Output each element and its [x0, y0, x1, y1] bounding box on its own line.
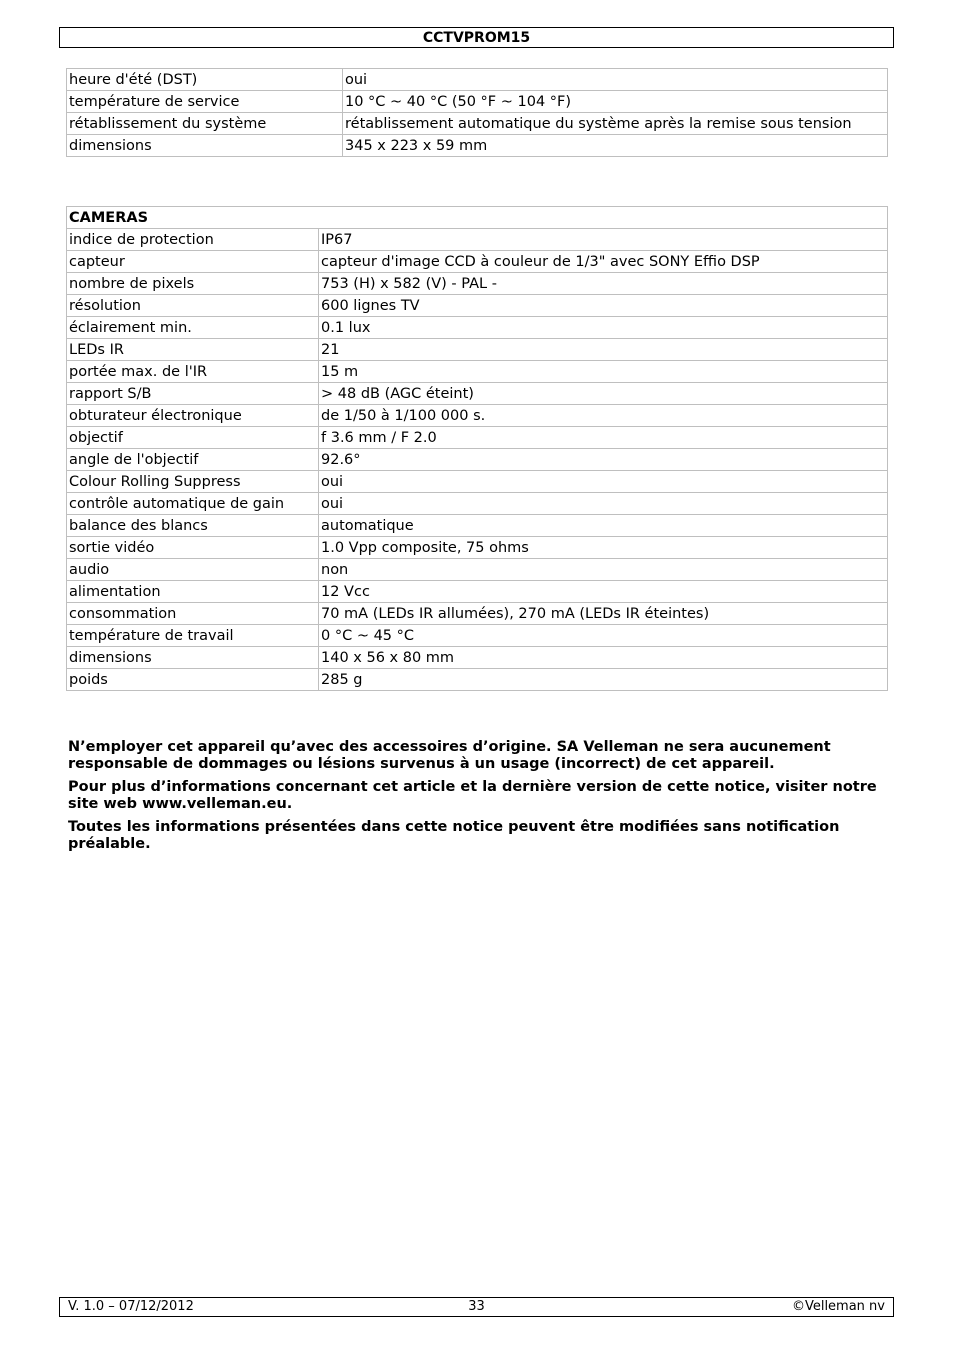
spec-label: consommation: [67, 603, 319, 625]
spec-label: température de service: [67, 91, 343, 113]
table-row: [67, 427, 888, 449]
table-row: [67, 91, 888, 113]
notes-section: [68, 739, 888, 859]
table-row: [67, 383, 888, 405]
spec-value: capteur d'image CCD à couleur de 1/3" avec SONY Effio DSP: [319, 251, 888, 273]
spec-value: non: [319, 559, 888, 581]
spec-label: indice de protection: [67, 229, 319, 251]
spec-label: température de travail: [67, 625, 319, 647]
table-row: [67, 317, 888, 339]
spec-value: 70 mA (LEDs IR allumées), 270 mA (LEDs IR éteintes): [319, 603, 888, 625]
spec-table-cameras: [66, 206, 888, 691]
spec-label: objectif: [67, 427, 319, 449]
table-row: [67, 625, 888, 647]
table-row: [67, 295, 888, 317]
table-row: [67, 493, 888, 515]
spec-value: f 3.6 mm / F 2.0: [319, 427, 888, 449]
spec-value: 753 (H) x 582 (V) - PAL -: [319, 273, 888, 295]
spec-value: 92.6°: [319, 449, 888, 471]
spec-label: sortie vidéo: [67, 537, 319, 559]
spec-label: éclairement min.: [67, 317, 319, 339]
spec-label: résolution: [67, 295, 319, 317]
spec-value: automatique: [319, 515, 888, 537]
notice-changes: Toutes les informations présentées dans cette notice peuvent être modifiées sans notification préalable.: [68, 819, 840, 852]
page-footer: [59, 1297, 894, 1317]
spec-value: 0.1 lux: [319, 317, 888, 339]
table-row: [67, 559, 888, 581]
spec-value: oui: [319, 493, 888, 515]
spec-table-general: [66, 68, 888, 157]
spec-value: 12 Vcc: [319, 581, 888, 603]
spec-value: 285 g: [319, 669, 888, 691]
notice-accessories: N’employer cet appareil qu’avec des accessoires d’origine. SA Velleman ne sera aucunement responsable de dommages ou lésions survenus à un usage (incorrect) de cet appareil.: [68, 739, 831, 772]
table-row: [67, 229, 888, 251]
spec-value: 0 °C ~ 45 °C: [319, 625, 888, 647]
spec-label: LEDs IR: [67, 339, 319, 361]
spec-label: alimentation: [67, 581, 319, 603]
spec-value: 600 lignes TV: [319, 295, 888, 317]
table-section-row: [67, 207, 888, 229]
table-row: [67, 273, 888, 295]
spec-value: 10 °C ~ 40 °C (50 °F ~ 104 °F): [343, 91, 888, 113]
spec-label: dimensions: [67, 135, 343, 157]
table-row: [67, 135, 888, 157]
spec-label: capteur: [67, 251, 319, 273]
spec-label: contrôle automatique de gain: [67, 493, 319, 515]
table-row: [67, 471, 888, 493]
version-date: V. 1.0 – 07/12/2012: [68, 1299, 194, 1314]
table-row: [67, 251, 888, 273]
spec-label: nombre de pixels: [67, 273, 319, 295]
copyright: ©Velleman nv: [791, 1299, 885, 1314]
spec-value: 345 x 223 x 59 mm: [343, 135, 888, 157]
spec-value: IP67: [319, 229, 888, 251]
spec-value: de 1/50 à 1/100 000 s.: [319, 405, 888, 427]
spec-value: 15 m: [319, 361, 888, 383]
page-number: 33: [468, 1299, 485, 1314]
spec-value: 21: [319, 339, 888, 361]
spec-label: rétablissement du système: [67, 113, 343, 135]
document-title: CCTVPROM15: [422, 30, 531, 46]
table-row: [67, 69, 888, 91]
table-row: [67, 339, 888, 361]
table-row: [67, 449, 888, 471]
table-row: [67, 669, 888, 691]
table-row: [67, 361, 888, 383]
spec-label: Colour Rolling Suppress: [67, 471, 319, 493]
table-row: [67, 113, 888, 135]
spec-value: oui: [343, 69, 888, 91]
section-title: CAMERAS: [67, 207, 888, 229]
spec-value: rétablissement automatique du système après la remise sous tension: [343, 113, 888, 135]
spec-label: portée max. de l'IR: [67, 361, 319, 383]
spec-value: 140 x 56 x 80 mm: [319, 647, 888, 669]
spec-label: dimensions: [67, 647, 319, 669]
spec-value: > 48 dB (AGC éteint): [319, 383, 888, 405]
table-row: [67, 515, 888, 537]
table-row: [67, 603, 888, 625]
notice-more-info: Pour plus d’informations concernant cet article et la dernière version de cette notice, visiter notre site web www.velleman.eu.: [68, 779, 877, 812]
spec-value: oui: [319, 471, 888, 493]
spec-label: poids: [67, 669, 319, 691]
spec-label: balance des blancs: [67, 515, 319, 537]
spec-label: heure d'été (DST): [67, 69, 343, 91]
page-header: [59, 27, 894, 48]
spec-label: angle de l'objectif: [67, 449, 319, 471]
spec-value: 1.0 Vpp composite, 75 ohms: [319, 537, 888, 559]
spec-label: audio: [67, 559, 319, 581]
spec-label: rapport S/B: [67, 383, 319, 405]
spec-label: obturateur électronique: [67, 405, 319, 427]
table-row: [67, 647, 888, 669]
table-row: [67, 405, 888, 427]
table-row: [67, 581, 888, 603]
table-row: [67, 537, 888, 559]
